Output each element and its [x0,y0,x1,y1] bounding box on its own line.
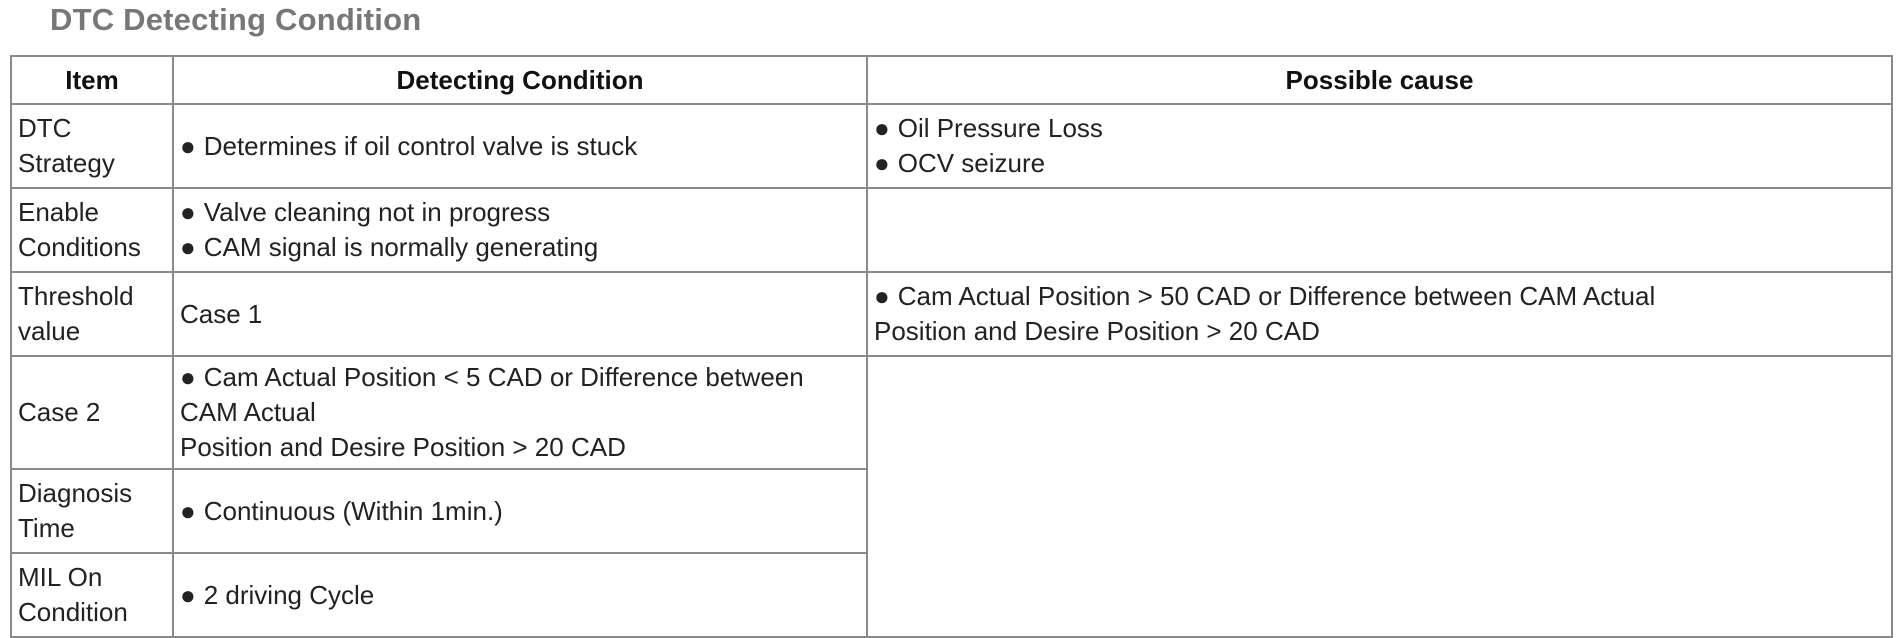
table-row [11,188,1892,272]
row-item-cell [11,356,173,469]
list-item-continuation: Position and Desire Position > 20 CAD [874,316,1320,346]
row-item-cell [11,469,173,553]
header-item: Item [11,56,173,104]
bullet-icon: ● [874,148,890,178]
list-item: ● Cam Actual Position < 5 CAD or Difference between CAM Actual [180,362,804,427]
row-item-cell [11,272,173,356]
bullet-icon: ● [180,130,196,161]
item-label-line: Diagnosis [18,478,133,508]
row-item-cell [11,553,173,637]
cause-cell [867,188,1892,272]
cause-cell [867,104,1892,188]
item-label-line: Threshold [18,281,134,311]
table-row [11,104,1892,188]
list-item: ● 2 driving Cycle [180,579,375,610]
item-label-line: Time [18,513,75,543]
bullet-icon: ● [180,232,196,262]
condition-cell [173,272,867,356]
cause-cell-empty [867,356,1892,637]
threshold-value-cell [173,356,867,469]
list-item: ● Valve cleaning not in progress [180,197,551,227]
item-label-line: MIL On [18,562,103,592]
table-row [11,356,1892,469]
bullet-icon: ● [874,281,890,311]
case-label: Case 1 [180,298,263,329]
condition-cell [173,188,867,272]
item-label-line: Enable [18,197,99,227]
bullet-icon: ● [874,113,890,143]
row-item-cell [11,104,173,188]
page-title: DTC Detecting Condition [50,2,422,37]
header-row [11,56,1892,104]
table-row [11,272,1892,356]
threshold-value-cell [867,272,1892,356]
list-item-continuation: Position and Desire Position > 20 CAD [180,432,626,462]
row-item-cell [11,188,173,272]
list-item: ● Cam Actual Position > 50 CAD or Difference between CAM Actual [874,281,1656,311]
item-label-line: value [18,316,81,346]
item-label-line: Condition [18,597,128,627]
header-detecting-condition: Detecting Condition [173,56,867,104]
item-label-line: Conditions [18,232,141,262]
bullet-icon: ● [180,495,196,526]
list-item: ● OCV seizure [874,148,1046,178]
bullet-icon: ● [180,362,196,392]
list-item: ● Oil Pressure Loss [874,113,1103,143]
list-item: ● CAM signal is normally generating [180,232,599,262]
header-possible-cause: Possible cause [867,56,1892,104]
bullet-icon: ● [180,197,196,227]
condition-cell [173,469,867,553]
bullet-icon: ● [180,579,196,610]
item-label: DTC Strategy [18,113,115,178]
condition-cell [173,104,867,188]
list-item: ● Continuous (Within 1min.) [180,495,503,526]
dtc-table [10,55,1893,638]
item-label: Case 2 [18,397,101,427]
list-item: ● Determines if oil control valve is stuck [180,130,638,161]
condition-cell [173,553,867,637]
